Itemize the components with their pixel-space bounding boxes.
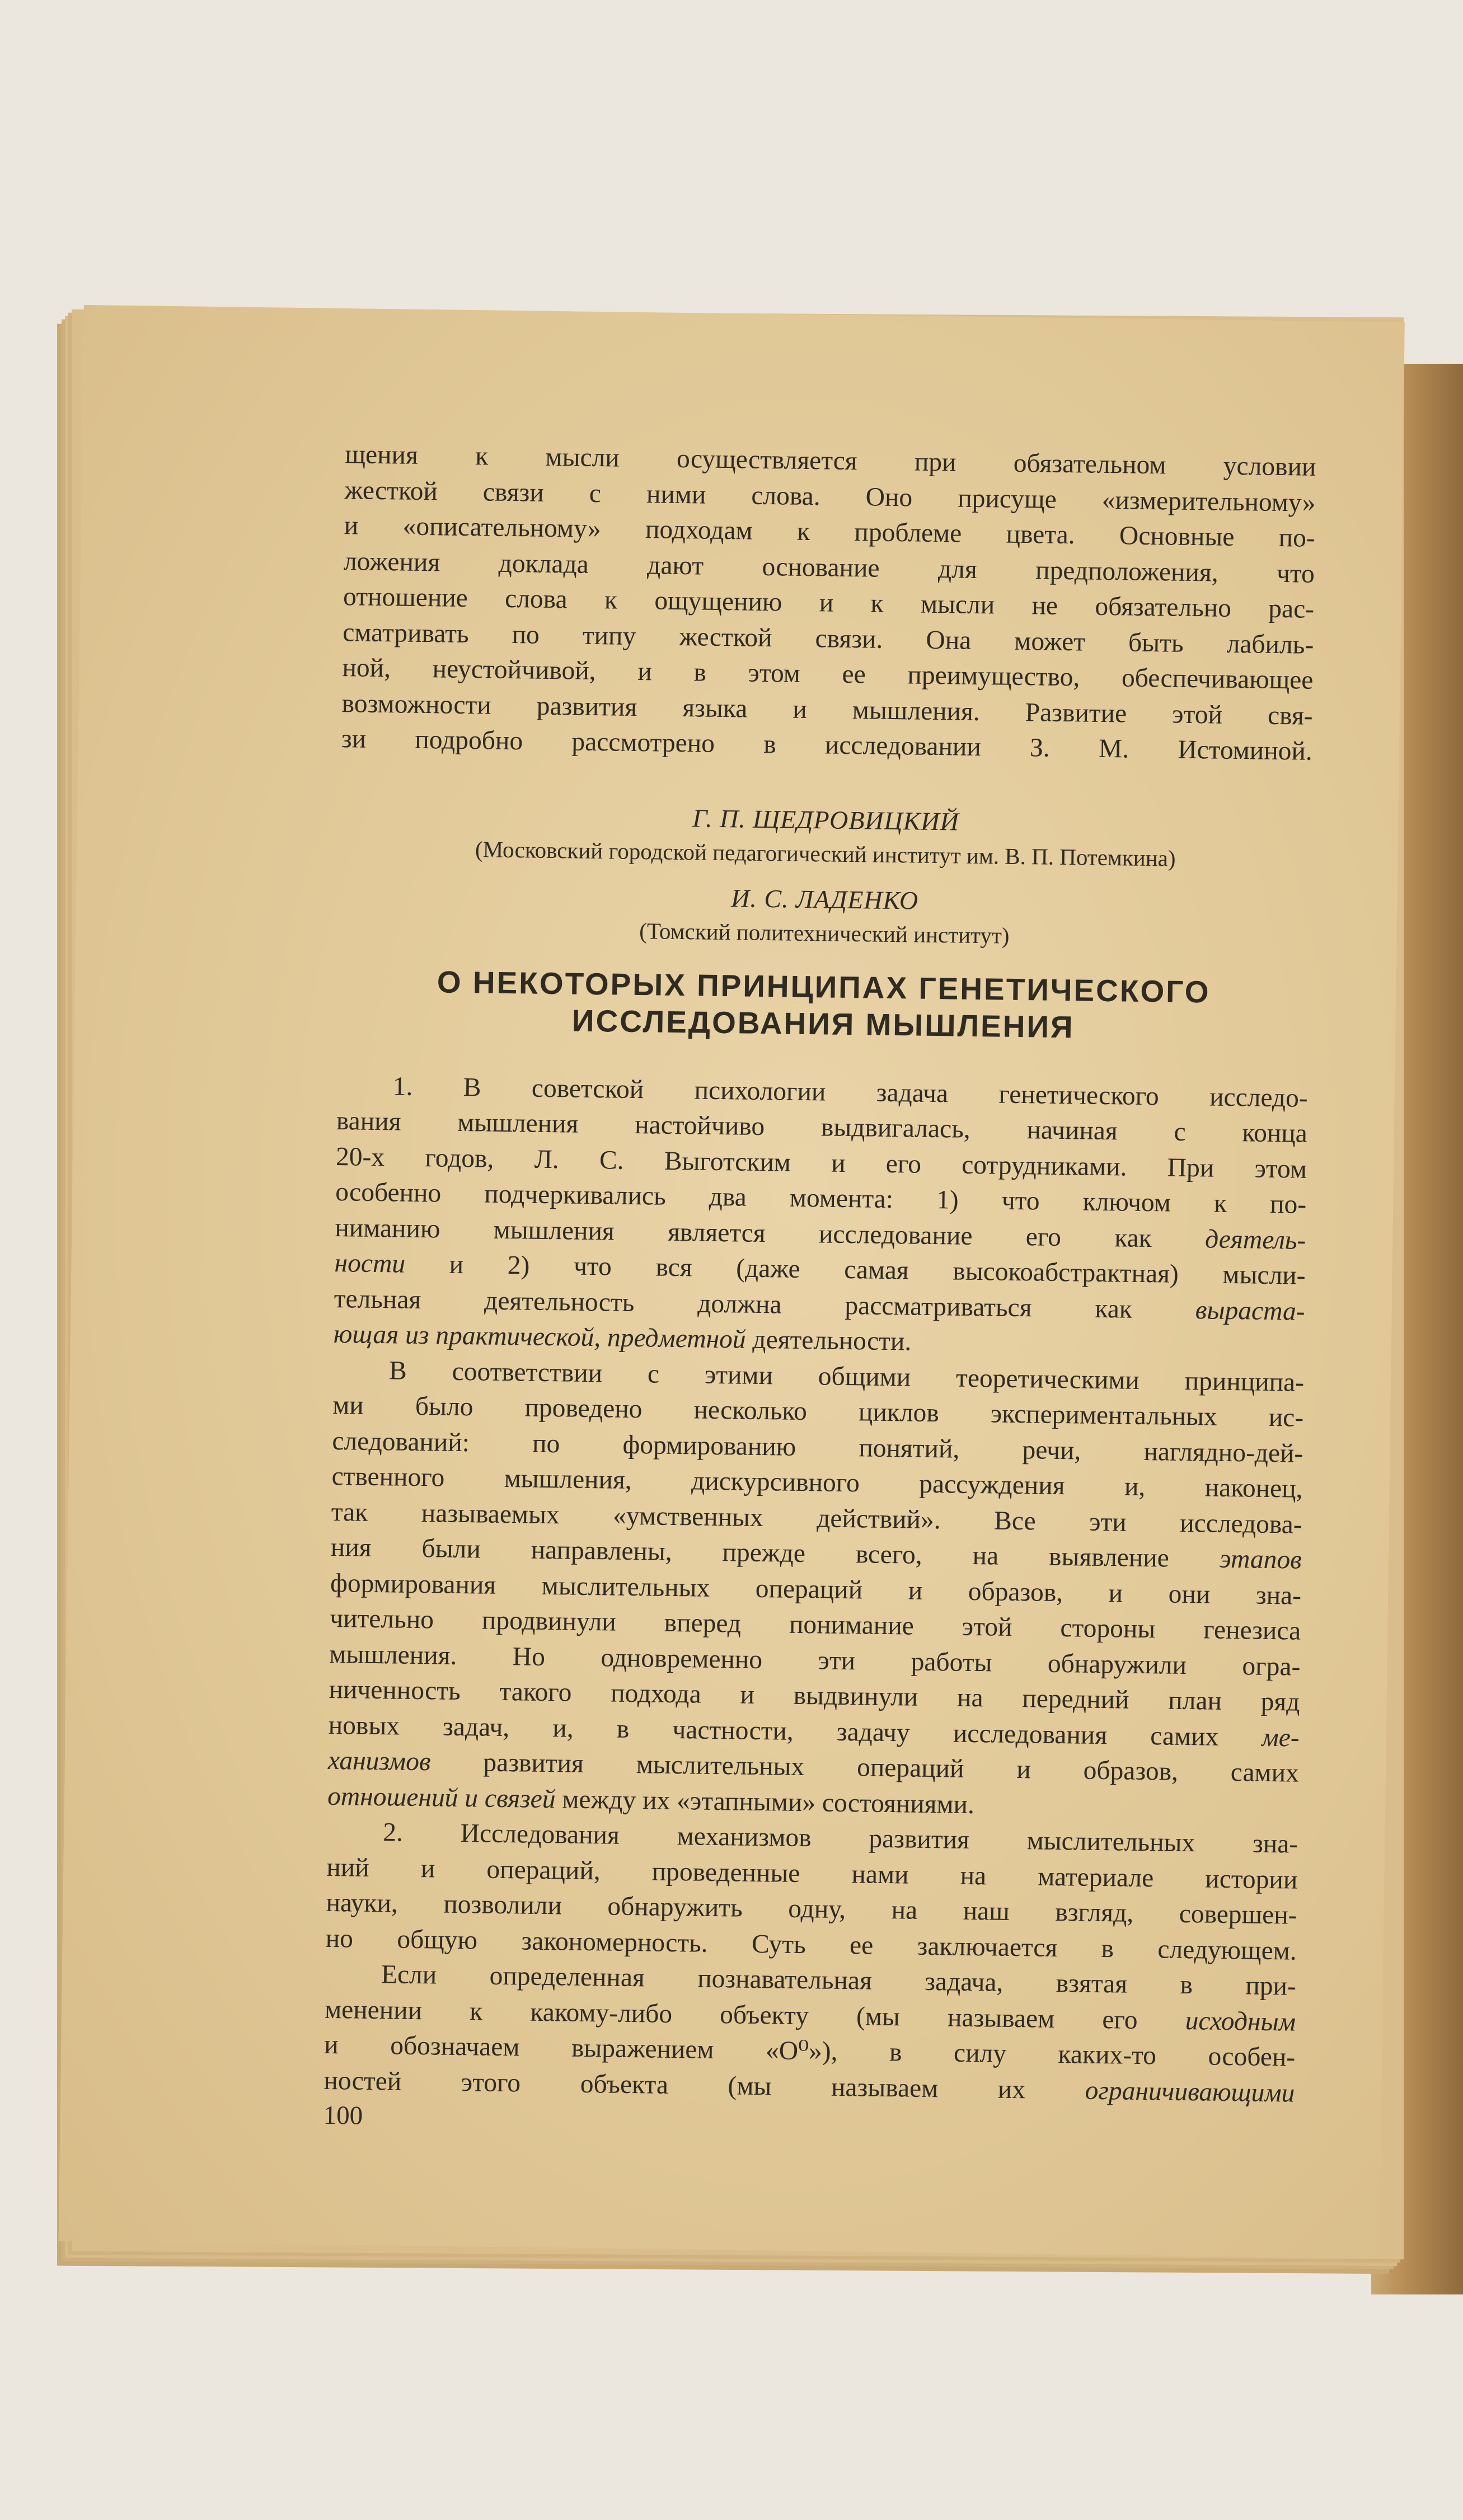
- text-line: и обозначаем выражением «О⁰»), в силу каких-то особен-: [324, 2030, 1296, 2072]
- text-line: 2. Исследования механизмов развития мыслительных зна-: [382, 1818, 1298, 1859]
- author-affiliation: (Томский политехнический институт): [639, 917, 1010, 949]
- text-line: сматривать по типу жесткой связи. Она может быть лабиль-: [343, 617, 1314, 660]
- page-content: [323, 437, 1316, 2144]
- text-line: отношение слова к ощущению и к мысли не обязательно рас-: [343, 582, 1315, 624]
- text-line: формирования мыслительных операций и образов, и они зна-: [330, 1568, 1302, 1611]
- text-line: ний и операций, проведенные нами на материале истории: [326, 1852, 1298, 1895]
- intro-paragraph: [341, 437, 1316, 769]
- text-line: ственного мышления, дискурсивного рассуждения и, наконец,: [331, 1461, 1303, 1504]
- text-line: ложения доклада дают основание для предположения, что: [343, 546, 1315, 589]
- text-span: деятельности.: [745, 1325, 912, 1357]
- text-line: жесткой связи с ними слова. Оно присуще «измерительному»: [344, 475, 1316, 518]
- text-line: но общую закономерность. Суть ее заключается в следующем.: [325, 1923, 1297, 1966]
- text-line: вания мышления настойчиво выдвигалась, начиная с конца: [336, 1106, 1308, 1148]
- italic-span: ограничивающими: [1085, 2076, 1295, 2108]
- italic-span: деятель-: [1204, 1224, 1306, 1255]
- author-name: Г. П. ЩЕДРОВИЦКИЙ: [692, 803, 960, 836]
- text-line: щения к мысли осуществляется при обязательном условии: [345, 440, 1316, 482]
- text-line: 20-х годов, Л. С. Выготским и его сотрудниками. При этом: [335, 1142, 1307, 1184]
- italic-span: ме-: [1262, 1723, 1300, 1753]
- article-title: ИССЛЕДОВАНИЯ МЫШЛЕНИЯ: [571, 1003, 1075, 1044]
- section-1-paragraph-1: [334, 1068, 1309, 1365]
- italic-span: отношений и связей: [327, 1781, 556, 1814]
- text-span: ностей этого объекта (мы называем их: [323, 2066, 1086, 2105]
- text-line: зи подробно рассмотрено в исследовании З. М. Истоминой.: [341, 724, 1313, 766]
- text-line: чительно продвинули вперед понимание этой стороны генезиса: [329, 1603, 1301, 1646]
- text-line: следований: по формированию понятий, речи, наглядно-дей-: [332, 1426, 1303, 1468]
- section-1-paragraph-2: [327, 1352, 1305, 1827]
- italic-span: исходным: [1185, 2006, 1296, 2037]
- italic-span: выраста-: [1195, 1295, 1305, 1326]
- text-line: В соответствии с этими общими теоретическими принципа-: [388, 1355, 1305, 1397]
- text-span: ниманию мышления является исследование его как: [335, 1213, 1206, 1254]
- italic-span: ющая из практической, предметной: [333, 1319, 746, 1354]
- book-page: [59, 305, 1405, 2259]
- text-line: науки, позволили обнаружить одну, на наш взгляд, совершен-: [326, 1888, 1297, 1930]
- text-span: ния были направлены, прежде всего, на выявление: [330, 1532, 1220, 1574]
- text-line: Если определенная познавательная задача, взятая в при-: [381, 1960, 1297, 2001]
- text-line: особенно подчеркивались два момента: 1) что ключом к по-: [335, 1177, 1307, 1219]
- text-span: менении к какому-либо объекту (мы называем его: [324, 1995, 1186, 2035]
- article-title: О НЕКОТОРЫХ ПРИНЦИПАХ ГЕНЕТИЧЕСКОГО: [437, 964, 1211, 1009]
- author-name: И. С. ЛАДЕНКО: [730, 883, 919, 915]
- text-line: ной, неустойчивой, и в этом ее преимущество, обеспечивающее: [342, 653, 1314, 695]
- text-span: и 2) что вся (даже самая высокоабстрактная) мысли-: [405, 1249, 1306, 1290]
- text-line: и «описательному» подходам к проблеме цвета. Основные по-: [344, 511, 1316, 553]
- text-span: тельная деятельность должна рассматриваться как: [334, 1284, 1196, 1325]
- page-number: 100: [323, 2100, 363, 2130]
- italic-span: этапов: [1219, 1544, 1302, 1575]
- italic-span: ханизмов: [327, 1745, 431, 1777]
- text-line: мышления. Но одновременно эти работы обнаружили огра-: [329, 1639, 1301, 1682]
- text-line: 1. В советской психологии задача генетического исследо-: [392, 1071, 1308, 1113]
- text-span: новых задач, и, в частности, задачу исследования самих: [328, 1710, 1262, 1752]
- text-line: возможности развития языка и мышления. Развитие этой свя-: [341, 688, 1313, 731]
- italic-span: ности: [334, 1249, 406, 1279]
- text-line: ми было проведено несколько циклов экспериментальных ис-: [332, 1390, 1304, 1433]
- text-span: развития мыслительных операций и образов, самих: [430, 1747, 1300, 1788]
- author-affiliation: (Московский городской педагогический институт им. В. П. Потемкина): [475, 836, 1176, 871]
- text-line: ниченность такого подхода и выдвинули на передний план ряд: [329, 1674, 1300, 1717]
- section-2-paragraph-2: [323, 1956, 1296, 2111]
- text-span: между их «этапными» состояниями.: [555, 1784, 975, 1819]
- text-line: так называемых «умственных действий». Все эти исследова-: [331, 1497, 1303, 1540]
- section-2-paragraph-1: [325, 1814, 1298, 1969]
